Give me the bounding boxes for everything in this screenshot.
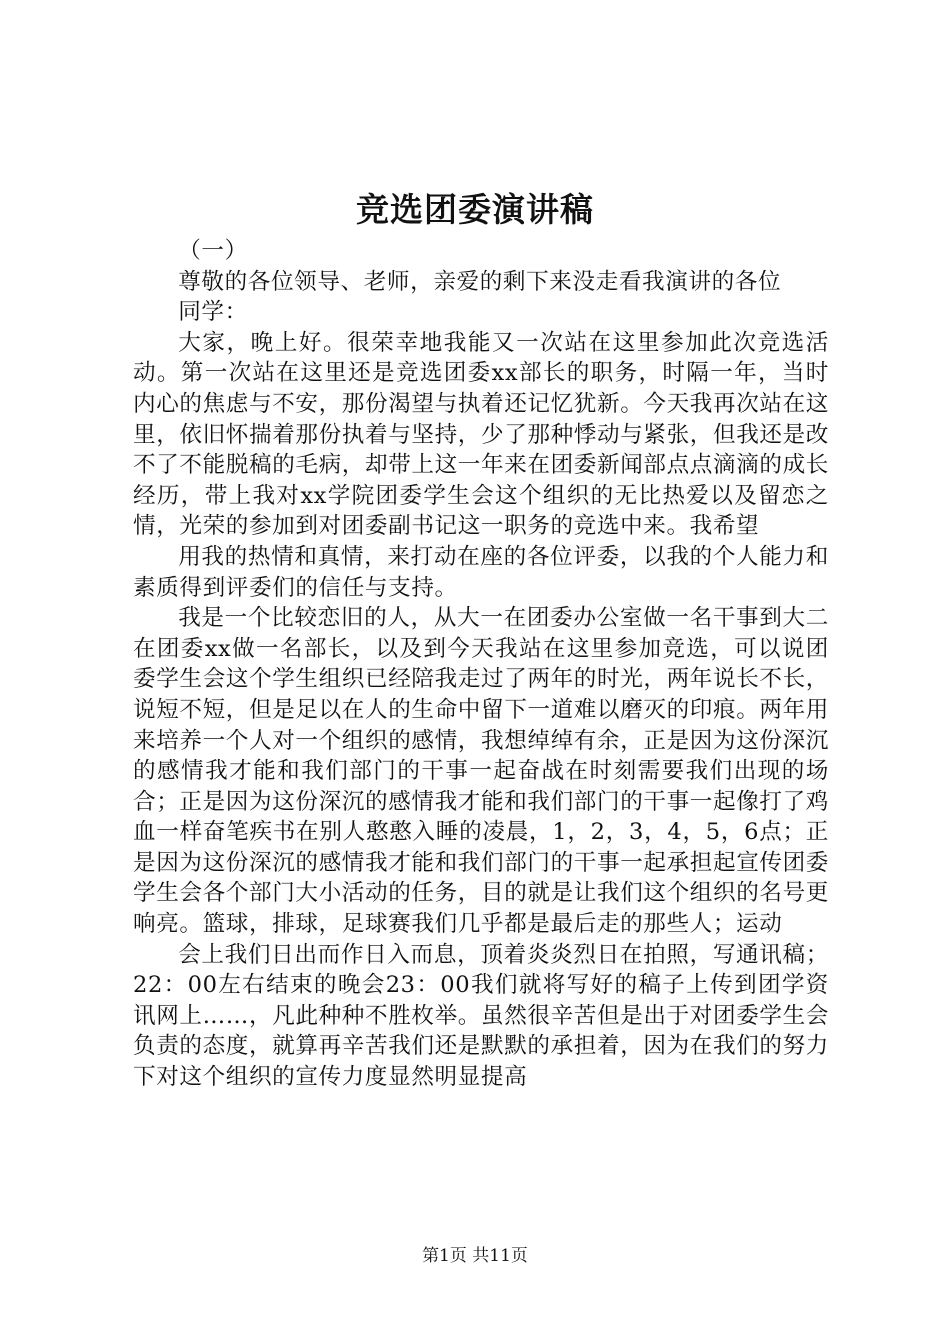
paragraph-section-number: （一） [178,238,248,264]
paragraph-sports-meet: 会上我们日出而作日入而息，顶着炎炎烈日在拍照，写通讯稿；22：00左右结束的晚会23：00我们就将写好的稿子上传到团学资讯网上……，凡此种种不胜枚举。虽然很辛苦但是出于对团委学生会负责的态度，就算再辛苦我们还是默默的承担着，因为在我们的努力下对这个组织的宣传力度显然明显提高 [133,941,829,1091]
paragraph-salutation: 尊敬的各位领导、老师，亲爱的剩下来没走看我演讲的各位 [178,268,782,295]
document-body [133,236,829,1093]
paragraph-intro: 大家，晚上好。很荣幸地我能又一次站在这里参加此次竞选活动。第一次站在这里还是竞选团委xx部长的职务，时隔一年，当时内心的焦虑与不安，那份渴望与执着还记忆犹新。今天我再次站在这里，依旧怀揣着那份执着与坚持，少了那种悸动与紧张，但我还是改不了不能脱稿的毛病，却带上这一年来在团委新闻部点点滴滴的成长经历，带上我对xx学院团委学生会这个组织的无比热爱以及留恋之情，光荣的参加到对团委副书记这一职务的竞选中来。我希望 [133,329,829,540]
paragraph-salutation-end: 同学： [178,299,248,326]
paragraph-hope: 用我的热情和真情，来打动在座的各位评委，以我的个人能力和素质得到评委们的信任与支持。 [133,543,829,601]
page-footer: 第1页 共11页 [422,1246,528,1266]
paragraph-experience: 我是一个比较恋旧的人，从大一在团委办公室做一名干事到大二在团委xx做一名部长，以及到今天我站在这里参加竞选，可以说团委学生会这个学生组织已经陪我走过了两年的时光，两年说长不长，说短不短，但是足以在人的生命中留下一道难以磨灭的印痕。两年用来培养一个人对一个组织的感情，我想绰绰有余，正是因为这份深沉的感情我才能和我们部门的干事一起奋战在时刻需要我们出现的场合；正是因为这份深沉的感情我才能和我们部门的干事一起像打了鸡血一样奋笔疾书在别人憨憨入睡的凌晨，1，2，3，4，5，6点；正是因为这份深沉的感情我才能和我们部门的干事一起承担起宣传团委学生会各个部门大小活动的任务，目的就是让我们这个组织的名号更响亮。篮球，排球，足球赛我们几乎都是最后走的那些人；运动 [133,605,829,938]
document-title: 竞选团委演讲稿 [356,190,594,229]
